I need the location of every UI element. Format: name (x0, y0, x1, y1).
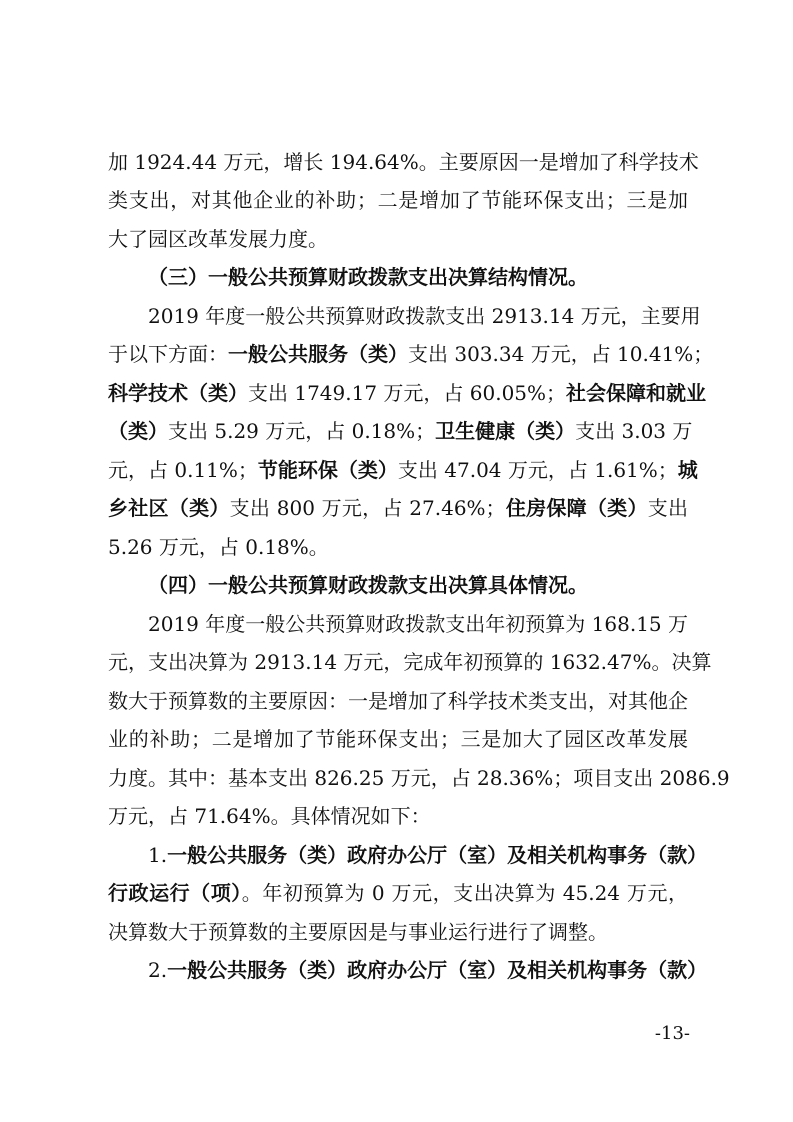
category-label: 城 (677, 458, 698, 482)
item-heading: 一般公共服务（类）政府办公厅（室）及相关机构事务（款） (167, 843, 708, 867)
section-heading-3: （三）一般公共预算财政拨款支出决算结构情况。 (148, 265, 588, 289)
text-span: 于以下方面： (108, 342, 228, 366)
text-span: 支出 47.04 万元，占 1.61%； (397, 458, 678, 482)
text-span: 元，占 0.11%； (108, 458, 258, 482)
paragraph-line: 2019 年度一般公共预算财政拨款支出年初预算为 168.15 万 (148, 612, 688, 636)
paragraph-line (108, 342, 714, 366)
paragraph-line: 加 1924.44 万元，增长 194.64%。主要原因一是增加了科学技术 (108, 150, 699, 174)
paragraph-line: 数大于预算数的主要原因：一是增加了科学技术类支出，对其他企 (108, 689, 688, 713)
category-label: 卫生健康（类） (435, 419, 576, 443)
paragraph-line: 类支出，对其他企业的补助；二是增加了节能环保支出；三是加 (108, 188, 688, 212)
text-span: 支出 5.29 万元，占 0.18%； (168, 419, 436, 443)
paragraph-line: 万元，占 71.64%。具体情况如下： (108, 804, 431, 828)
page-number: -13- (654, 1023, 690, 1044)
item-number: 2. (148, 958, 168, 982)
paragraph-line: 决算数大于预算数的主要原因是与事业运行进行了调整。 (108, 920, 608, 944)
item-number: 1. (148, 843, 168, 867)
paragraph-line: 力度。其中：基本支出 826.25 万元，占 28.36%；项目支出 2086.9 (108, 766, 730, 790)
text-span: 支出 3.03 万 (575, 419, 693, 443)
text-span: 支出 800 万元，占 27.46%； (229, 496, 506, 520)
section-heading-4: （四）一般公共预算财政拨款支出决算具体情况。 (148, 573, 588, 597)
text-span: 。年初预算为 0 万元，支出决算为 45.24 万元， (241, 881, 688, 905)
item-heading: 一般公共服务（类）政府办公厅（室）及相关机构事务（款） (167, 958, 708, 982)
category-label: （类） (108, 419, 168, 443)
list-item-1-title (148, 843, 708, 867)
paragraph-line (108, 881, 688, 905)
category-label: 住房保障（类） (505, 496, 648, 520)
paragraph-line: 业的补助；二是增加了节能环保支出；三是加大了园区改革发展 (108, 727, 688, 751)
paragraph-line (108, 496, 688, 520)
paragraph-line: 大了园区改革发展力度。 (108, 227, 328, 251)
category-label: 社会保障和就业 (566, 381, 707, 405)
paragraph-line (108, 458, 698, 482)
paragraph-line (108, 381, 707, 405)
paragraph-line (108, 419, 693, 443)
paragraph-line: 5.26 万元，占 0.18%。 (108, 535, 329, 559)
list-item-2-title (148, 958, 708, 982)
text-span: 支出 1749.17 万元，占 60.05%； (248, 381, 567, 405)
category-label: 节能环保（类） (257, 458, 398, 482)
item-heading: 行政运行（项） (108, 881, 242, 905)
category-label: 一般公共服务（类） (228, 342, 408, 366)
text-span: 支出 303.34 万元，占 10.41%； (408, 342, 714, 366)
category-label: 乡社区（类） (108, 496, 230, 520)
paragraph-line: 元，支出决算为 2913.14 万元，完成年初预算的 1632.47%。决算 (108, 650, 712, 674)
paragraph-line: 2019 年度一般公共预算财政拨款支出 2913.14 万元，主要用 (148, 304, 701, 328)
text-span: 支出 (647, 496, 689, 520)
category-label: 科学技术（类） (108, 381, 248, 405)
